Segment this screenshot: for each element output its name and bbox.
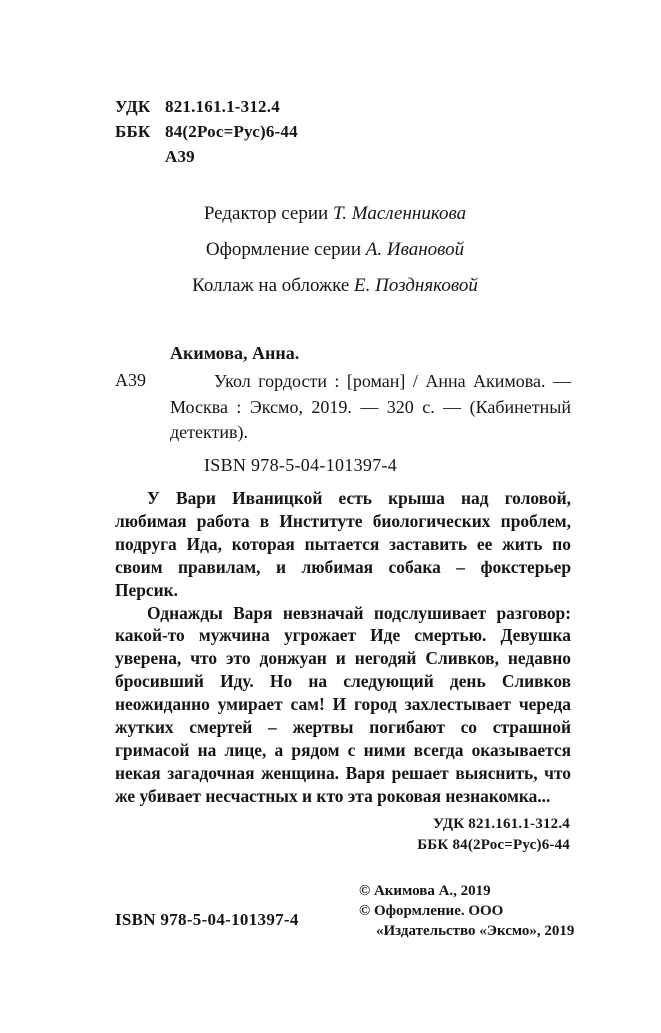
bibliographic-description: Укол гордости : [роман] / Анна Акимова. — Москва : Эксмо, 2019. — 320 с. — (Кабинетный детектив). [170,371,571,442]
udk-line [115,94,298,119]
copyright-author: © Акимова А., 2019 [359,883,491,899]
udk-label: УДК [115,97,151,116]
author-code-line [115,144,298,169]
author-heading: Акимова, Анна. [170,343,300,363]
bbk-line [115,119,298,144]
bbk-line-bottom: ББК 84(2Рос=Рус)6-44 [417,837,570,853]
credit-role: Редактор серии [203,203,329,224]
copyright-block [359,881,574,941]
copyright-publisher: «Издательство «Эксмо», 2019 [376,923,575,939]
annotation [115,487,571,808]
credit-series-design [100,232,570,268]
credit-name: Е. Поздняковой [354,275,478,296]
udk-line-bottom: УДК 821.161.1-312.4 [433,816,570,832]
credit-cover-collage [100,268,570,304]
isbn-bottom: ISBN 978-5-04-101397-4 [115,910,299,929]
annotation-paragraph-1: У Вари Иваницкой есть крыша над головой, любимая работа в Институте биологических проблем, подруга Ида, которая пытается заставить ее жить по своим правилам, и любимая собака – фокстерьер Персик. [115,488,571,600]
udk-value: 821.161.1-312.4 [165,97,280,116]
author-code: А39 [165,147,195,166]
credit-name: А. Ивановой [365,239,465,260]
annotation-paragraph-2: Однажды Варя невзначай подслушивает разговор: какой-то мужчина угрожает Иде смертью. Девушка уверена, что это донжуан и негодяй Сливков, недавно бросивший Иду. Но на следующий день Сливков неожиданно умирает сам! И город захлестывает череда жутких смертей – жертвы погибают со страшной гримасой на лице, а рядом с ними всегда оказывается некая загадочная женщина. Варя решает выяснить, что же убивает несчастных и кто эта роковая незнакомка... [115,602,571,806]
credit-role: Оформление серии [205,239,361,260]
catalog-author-code: А39 [115,370,146,390]
isbn-catalog: ISBN 978-5-04-101397-4 [204,455,398,475]
copyright-design: © Оформление. ООО [359,903,504,919]
bbk-value: 84(2Рос=Рус)6-44 [165,122,298,141]
credit-role: Коллаж на обложке [192,275,350,296]
credit-name: Т. Масленникова [332,203,467,224]
bottom-classification-codes [417,814,570,856]
top-classification-codes [115,94,298,169]
credit-series-editor [100,196,570,232]
series-credits [100,196,570,304]
bbk-label: ББК [115,122,151,141]
